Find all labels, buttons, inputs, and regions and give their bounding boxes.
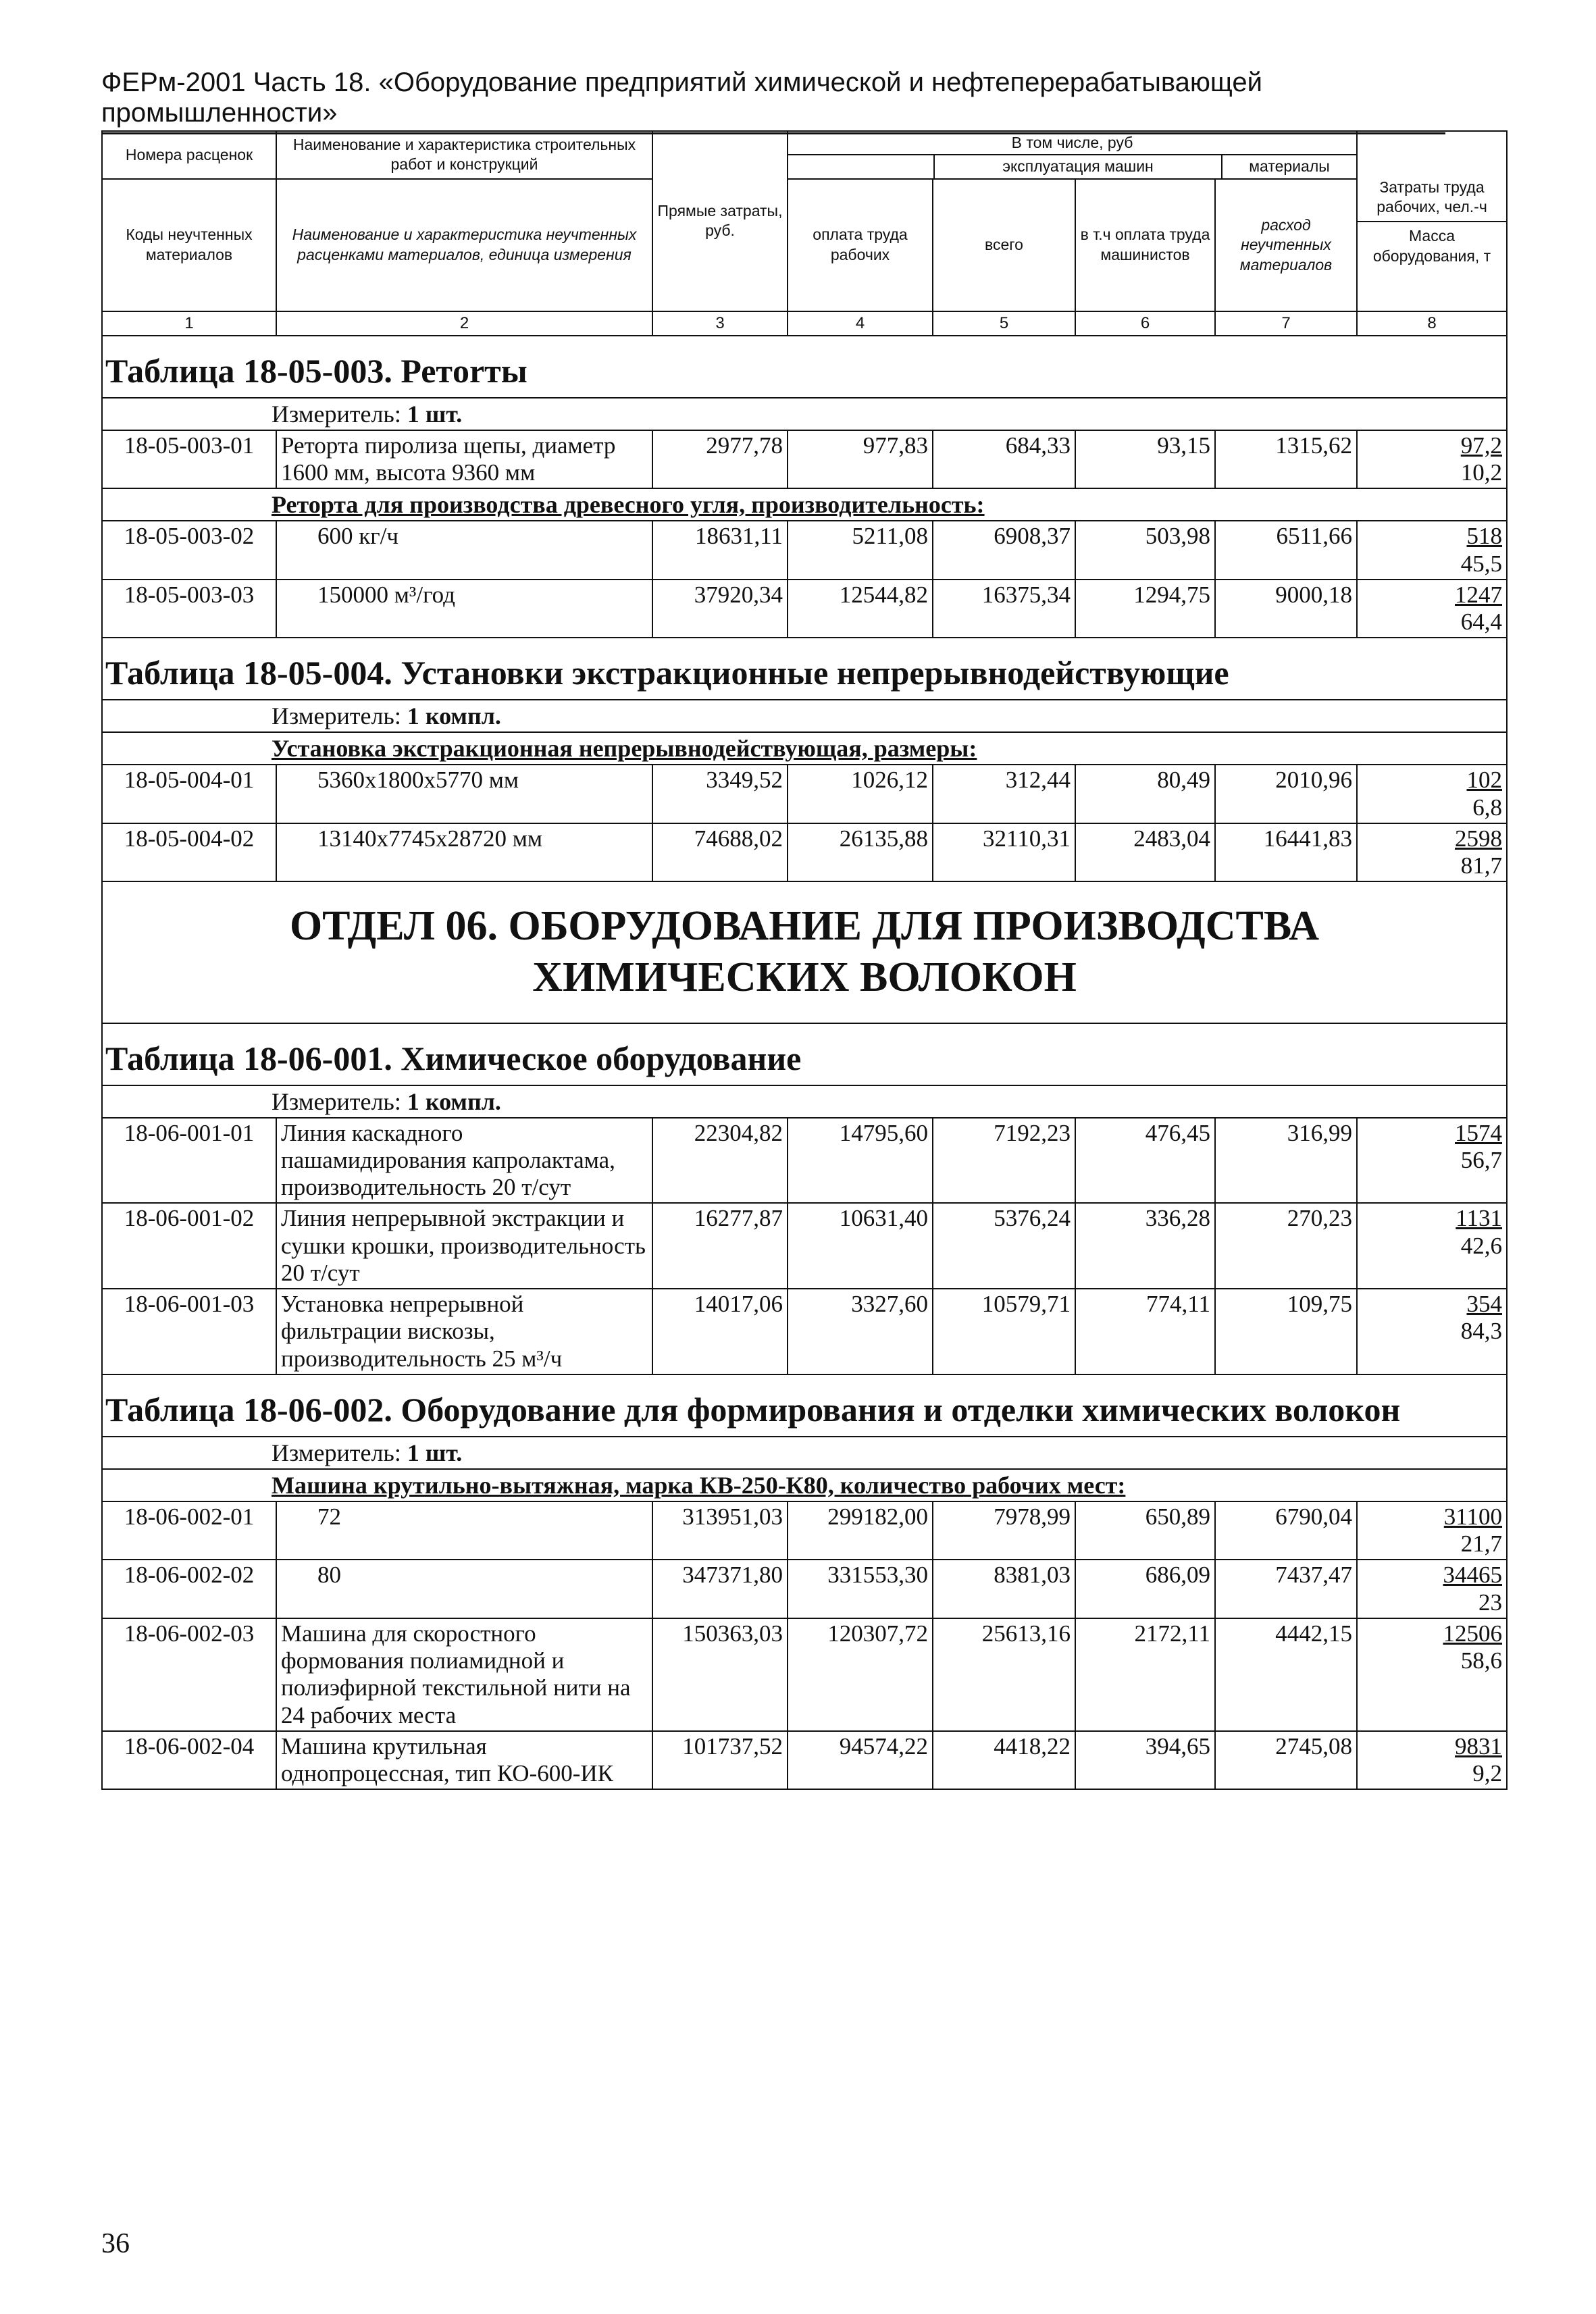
table-row: 18-05-003-03 150000 м³/год 37920,34 12544,82 16375,34 1294,75 9000,18 1247 64,4 — [102, 580, 1507, 638]
group-title: Реторта для производства древесного угля, производительность: — [102, 488, 1507, 521]
col-name-label: Наименование и характеристика строительных работ и конструкций — [276, 131, 652, 179]
col-number: 1 — [102, 311, 276, 336]
table-row: 18-05-003-01 Реторта пиролиза щепы, диаметр 1600 мм, высота 9360 мм 2977,78 977,83 684,33 93,15 1315,62 97,2 10,2 — [102, 430, 1507, 489]
col-unaccounted-label: расход неучтенных материалов — [1215, 179, 1357, 311]
col-number: 3 — [652, 311, 788, 336]
col-number: 4 — [788, 311, 933, 336]
table-row: 18-05-003-02 600 кг/ч 18631,11 5211,08 6908,37 503,98 6511,66 518 45,5 — [102, 521, 1507, 580]
table-row: 18-06-002-02 80 347371,80 331553,30 8381,03 686,09 7437,47 34465 23 — [102, 1560, 1507, 1618]
table-row: 18-06-001-02 Линия непрерывной экстракции и сушки крошки, производительность 20 т/сут 16277,87 10631,40 5376,24 336,28 270,23 1131 42,6 — [102, 1203, 1507, 1289]
col-name2-label: Наименование и характеристика неучтенных расценками материалов, единица измерения — [276, 179, 652, 311]
table-row: 18-06-002-04 Машина крутильная однопроцессная, тип КО-600-ИК 101737,52 94574,22 4418,22 394,65 2745,08 9831 9,2 — [102, 1731, 1507, 1790]
table-row: 18-05-004-02 13140x7745x28720 мм 74688,02 26135,88 32110,31 2483,04 16441,83 2598 81,7 — [102, 823, 1507, 882]
col-number: 5 — [933, 311, 1075, 336]
group-title: Установка экстракционная непрерывнодействующая, размеры: — [102, 732, 1507, 765]
col-num-label: Номера расценок — [102, 131, 276, 179]
measure: Измеритель: 1 компл. — [102, 1085, 1507, 1118]
page-number: 36 — [101, 2228, 130, 2259]
section-title: ОТДЕЛ 06. ОБОРУДОВАНИЕ ДЛЯ ПРОИЗВОДСТВА ХИМИЧЕСКИХ ВОЛОКОН — [102, 881, 1507, 1023]
col-incl-label: В том числе, руб — [788, 132, 1356, 155]
col-number: 6 — [1075, 311, 1215, 336]
col-total-label: всего — [933, 179, 1075, 311]
document-header: ФЕРм-2001 Часть 18. «Оборудование предприятий химической и нефтеперерабатывающей промышленности» — [101, 68, 1445, 134]
table-row: 18-06-001-03 Установка непрерывной фильтрации вискозы, производительность 25 м³/ч 14017,06 3327,60 10579,71 774,11 109,75 354 84,3 — [102, 1289, 1507, 1374]
table-title: Таблица 18-06-001. Химическое оборудование — [102, 1023, 1507, 1085]
col-labor-pay-label: оплата труда рабочих — [788, 179, 933, 311]
col-materials-label: материалы — [1249, 157, 1330, 176]
table-title: Таблица 18-05-003. Ретorты — [102, 336, 1507, 398]
col-codes-label: Коды неучтенных материалов — [102, 179, 276, 311]
table-row: 18-06-002-03 Машина для скоростного формования полиамидной и полиэфирной текстильной нити на 24 рабочих места 150363,03 120307,72 25613,16 2172,11 4442,15 12506 58,6 — [102, 1618, 1507, 1731]
group-title: Машина крутильно-вытяжная, марка КВ-250-К80, количество рабочих мест: — [102, 1469, 1507, 1501]
col-number: 7 — [1215, 311, 1357, 336]
col-machine-op-label: эксплуатация машин — [933, 155, 1222, 178]
table-title: Таблица 18-06-002. Оборудование для формирования и отделки химических волокон — [102, 1374, 1507, 1437]
table-row: 18-06-001-01 Линия каскадного пашамидирования капролактама, производительность 20 т/сут 22304,82 14795,60 7192,23 476,45 316,99 1574 56,7 — [102, 1118, 1507, 1204]
price-table — [101, 130, 1508, 1790]
col-labor-cost-label: Затраты труда рабочих, чел.-ч — [1358, 172, 1506, 223]
col-number: 2 — [276, 311, 652, 336]
measure: Измеритель: 1 компл. — [102, 700, 1507, 732]
table-title: Таблица 18-05-004. Установки экстракционные непрерывнодействующие — [102, 638, 1507, 700]
table-row: 18-05-004-01 5360x1800x5770 мм 3349,52 1026,12 312,44 80,49 2010,96 102 6,8 — [102, 765, 1507, 823]
table-row: 18-06-002-01 72 313951,03 299182,00 7978,99 650,89 6790,04 31100 21,7 — [102, 1501, 1507, 1560]
col-machinists-label: в т.ч оплата труда машинистов — [1075, 179, 1215, 311]
col-number: 8 — [1357, 311, 1507, 336]
measure: Измеритель: 1 шт. — [102, 1437, 1507, 1469]
col-direct-label: Прямые затраты, руб. — [652, 131, 788, 311]
measure: Измеритель: 1 шт. — [102, 398, 1507, 430]
col-mass-label: Масса оборудования, т — [1372, 227, 1491, 265]
